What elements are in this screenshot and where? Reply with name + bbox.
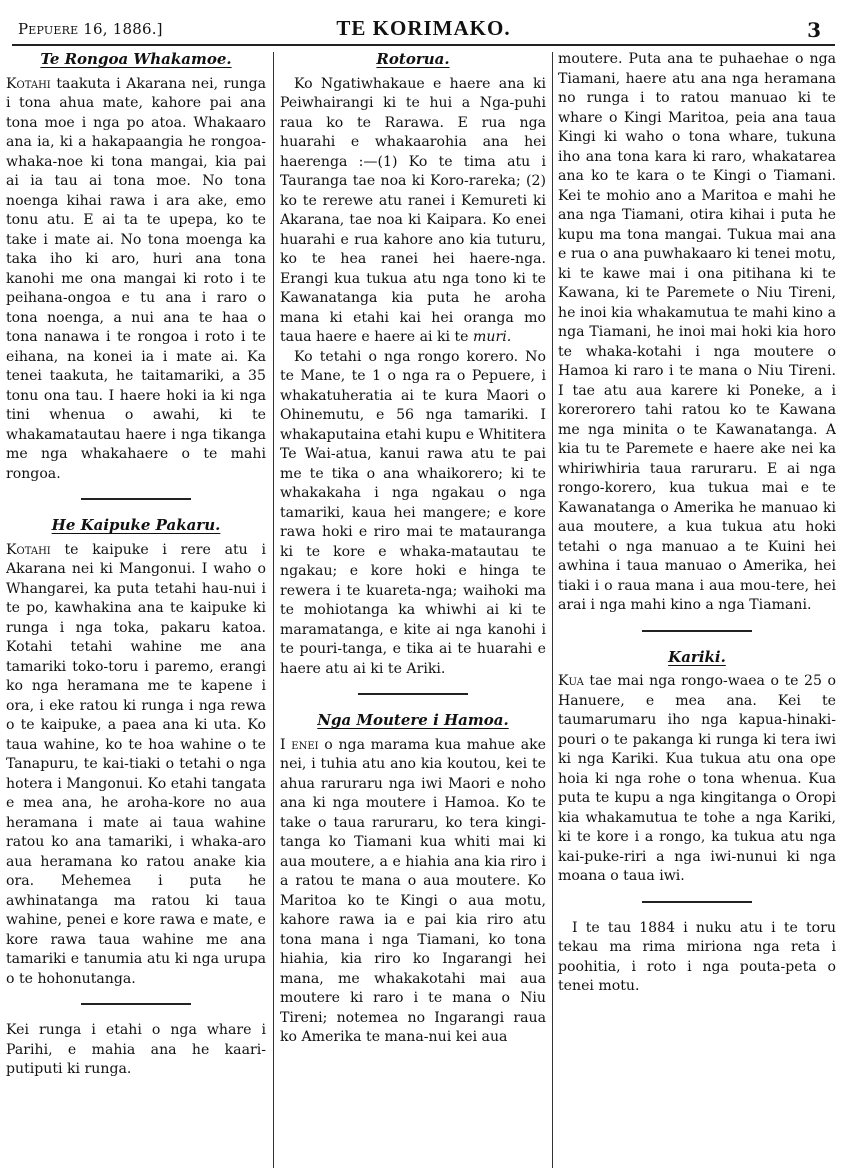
article-title: Nga Moutere i Hamoa. xyxy=(317,711,509,729)
section-divider xyxy=(642,630,752,632)
article-text: tae mai nga rongo-waea o te 25 o Hanuere, e mea ana. Kei te taumarumaru iho nga kapua-hinaki-pouri o te pakanga ki runga ki tera iwi ki nga Kariki. Kua tukua atu ona ope hoia ki nga rohe o tona whenua. Kua puta te kupu a nga kingitanga o Oropi kia whakamutua te tohe a nga Kariki, ki te kore i a rongo, ka tukua atu nga kai-puke-riri a nga iwi-nunui ki nga moana o taua iwi. xyxy=(558,673,836,884)
lead-word: Kotahi xyxy=(6,541,51,558)
page-number: 3 xyxy=(807,18,821,42)
column-2 xyxy=(280,50,546,1166)
article-body xyxy=(280,75,546,348)
article-text: Ko Ngatiwhakaue e haere ana ki Peiwhairangi ki te hui a Nga-puhi raua ko te Rarawa. E rua nga huarahi e whakaarohia ana hei haerenga :—(1) Ko te tima atu i Tauranga tae noa ki Koro-rareka; (2) ko te rerewe atu ranei i Kemureti ki Akarana, tae noa ki Kaipara. Ko enei huarahi e rua kahore ano kia tuturu, ko te hea ranei hei haere-nga. Erangi kua tukua atu nga tono ki te Kawanatanga kia puta he aroha mana ki etahi kai hei oranga mo taua haere e haere ai ki te xyxy=(280,75,546,345)
article-body-continued: moutere. Puta ana te puhaehae o nga Tiamani, haere atu ana nga heramana no runga i to ratou manuao ki te whare o Kingi Maritoa, peia ana taua Kingi ki waho o tona whare, tukuna iho ana tona kara ki raro, whakatarea ana ko te kara o te Kingi o Tiamani. Kei te mohio ano a Maritoa e mahi he ana nga Tiamani, otira kihai i puta he kupu ma tona mangai. Tukua mai ana e rua o ana puwhakaaro ki tenei motu, ki te kawe mai i ona pitihana ki te Kawana, ki te Paremete o Niu Tireni, he inoi kia whakamutua te mahi kino a nga Tiamani, he inoi mai hoki kia horo te whaka-kotahi i nga moutere o Hamoa ki raro i te mana o Niu Tireni. I tae atu aua karere ki Poneke, a i korerorero tahi ratou ko te Kawana me nga minita o te Kawanatanga. A kia tu te Paremete e haere ake nei ka whiriwhiria taua raruraru. E ai nga rongo-korero, kua tukua mai e te Kawanatanga o Amerika he manuao ki aua moutere, a kua tukua atu hoki tetahi o nga manuao a te Kuini hei awhina i taua manuao o Amerika, hei tiaki i o raua mana i aua mou-tere, hei arai i nga mahi kino a nga Tiamani. xyxy=(558,51,836,613)
section-divider xyxy=(81,1003,191,1005)
article-body xyxy=(280,736,546,1048)
article-body xyxy=(558,672,836,887)
column-3 xyxy=(558,50,836,1166)
article-body: I te tau 1884 i nuku atu i te toru tekau ma rima miriona nga reta i poohitia, i roto i nga pouta-peta o tenei motu. xyxy=(558,919,836,994)
column-1 xyxy=(6,50,266,1166)
lead-word: I enei xyxy=(280,736,319,753)
italic-word: muri. xyxy=(473,329,512,345)
section-divider xyxy=(81,498,191,500)
article-title: He Kaipuke Pakaru. xyxy=(51,516,221,534)
article-body xyxy=(6,75,266,485)
article-text: o nga marama kua mahue ake nei, i tuhia atu ano kia koutou, kei te ahua raruraru nga iwi Maori e noho ana ki nga moutere i Hamoa. Ko te take o taua raruraru, ko tera kingi-tanga ko Tiamani kua whiti mai ki aua moutere, a e hiahia ana kia riro i a ratou te mana o aua moutere. Ko Maritoa ko te Kingi o aua motu, kahore rawa ia e pai kia riro atu tona mana i nga Tiamani, ko tona hiahia, kia riro ko Ingarangi hei mana, me whakakotahi mai aua moutere ki raro i te mana o Niu Tireni; notemea no Ingarangi raua ko Amerika te mana-nui kei aua xyxy=(280,736,546,1045)
issue-date: Pepuere 16, 1886.] xyxy=(18,20,163,38)
article-title: Te Rongoa Whakamoe. xyxy=(40,50,232,68)
lead-word: Kua xyxy=(558,673,584,689)
section-divider xyxy=(642,901,752,903)
column-rule-1 xyxy=(273,52,274,1168)
article-text: te kaipuke i rere atu i Akarana nei ki Mangonui. I waho o Whangarei, ka puta tetahi hau-nui i te po, kawhakina ana te kaipuke ki runga i nga toka, pakaru katoa. Kotahi tetahi wahine me ana tamariki toko-toru i paremo, erangi ko nga heramana me te kapene i ora, i eke ratou ki runga i nga rewa o te kaipuke, a paea ana ki uta. Ko taua wahine, ko te hoa wahine o te Tanapuru, te kai-tiaki o tetahi o nga hotera i Mangonui. Ko etahi tangata e mea ana, he aroha-kore no aua heramana i mate ai taua wahine ratou ko ana tamariki, i whaka-aro aua heramana ko ratou anake kia ora. Mehemea i puta he awhinatanga ma ratou ki taua wahine, penei e kore rawa e mate, e kore rawa taua wahine me ana tamariki e tanumia atu ki nga urupa o te hohonutanga. xyxy=(6,541,266,987)
column-rule-2 xyxy=(552,52,553,1168)
article-body xyxy=(6,541,266,990)
newspaper-title: TE KORIMAKO. xyxy=(336,16,511,40)
article-title: Kariki. xyxy=(668,647,726,666)
article-title: Rotorua. xyxy=(376,50,450,68)
article-body: Kei runga i etahi o nga whare i Parihi, e mahia ana he kaari-putiputi ki runga. xyxy=(6,1022,266,1077)
article-text: taakuta i Akarana nei, runga i tona ahua mate, kahore pai ana tona moe i nga po atoa. Whakaaro ana ia, ki a hakapaangia he rongoa-whaka-noe ki tona mangai, kia pai ai ia tau ai tona moe. No tona noenga kihai rawa i ara ake, emo tonu atu. E ai ta te upepa, ko te take i mate ai. No tona moenga ka taka iho ki aro, huri ana tona kanohi me ona mangai ki roto i te peihana-ongoa e tu ana i raro o tona noenga, a nui ana te haa o tona nanawa i te rongoa i roto i te eihana, na konei ia i mate ai. Ka tenei taakuta, he taitamariki, a 35 tonu ona tau. I haere hoki ia ki nga tini whenua o awahi, ki te whakamatautau haere i nga tikanga me nga whakahaere o te mahi rongoa. xyxy=(6,75,266,482)
article-body: Ko tetahi o nga rongo korero. No te Mane, te 1 o nga ra o Pepuere, i whakatuheratia ai te kura Maori o Ohinemutu, e 56 nga tamariki. I whakaputaina etahi kupu e Whititera Te Wai-atua, kanui rawa atu te pai me te tika o ana whaikorero; ki te whakakaha i nga ngakau o nga tamariki, kaua hei mangere; e kore rawa hoki e riro mai te matauranga ki te kore e whaka-matautau te ngakau; e kore hoki e hinga te rewera i te kuareta-nga; waihoki ma te mohiotanga ka whiwhi ai ki te maramatanga, e kite ai nga kanohi i te pouri-tanga, e tika ai te huarahi e haere atu ai ki te Ariki. xyxy=(280,348,546,677)
masthead xyxy=(12,10,835,46)
lead-word: Kotahi xyxy=(6,75,51,92)
section-divider xyxy=(358,693,468,695)
